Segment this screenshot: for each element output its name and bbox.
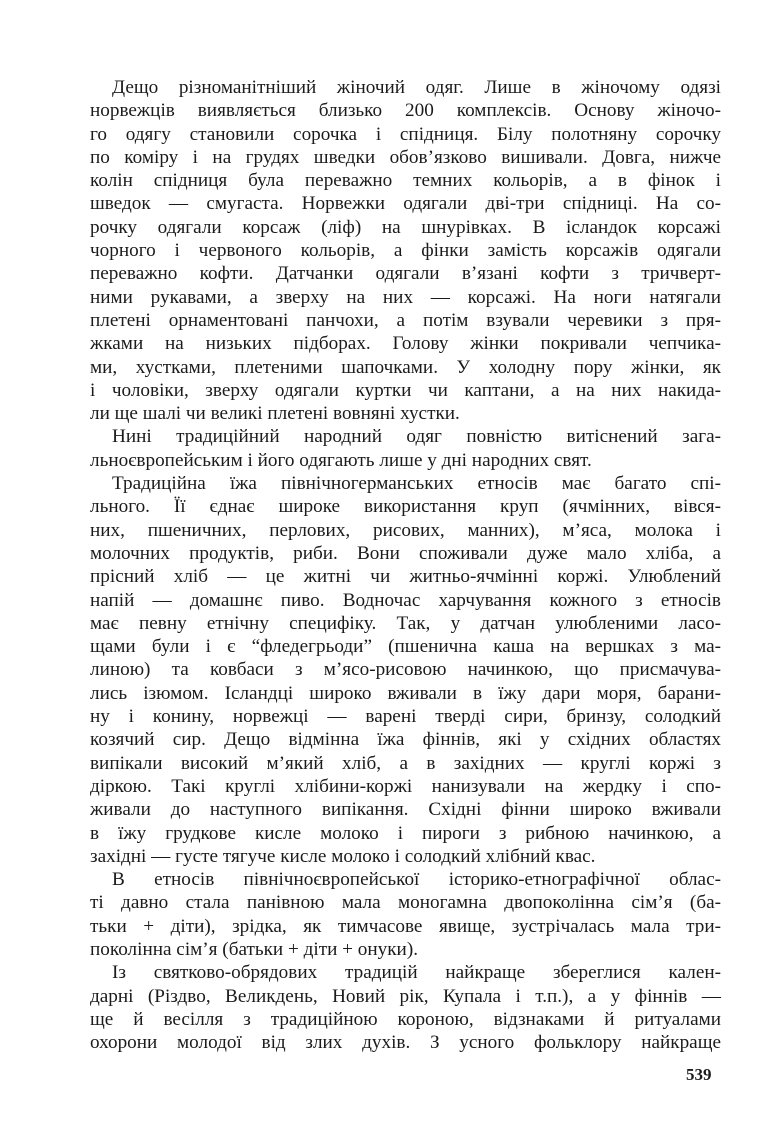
text-line: ли ще шалі чи великі плетені вовняні хустки.	[90, 403, 460, 425]
paragraph	[90, 472, 721, 868]
text-line: напій — домашнє пиво. Водночас харчування кожного з етносів	[90, 589, 721, 611]
text-line: рочку одягали корсаж (ліф) на шнурівках. В ісландок корсажі	[90, 216, 721, 238]
text-line: льноєвропейським і його одягають лише у дні народних свят.	[90, 449, 592, 471]
text-line: по коміру і на грудях шведки обов’язково вишивали. Довга, нижче	[90, 146, 721, 168]
paragraph	[90, 961, 721, 1054]
text-line: прісний хліб — це житні чи житньо-ячмінні коржі. Улюблений	[90, 566, 721, 588]
text-line: живали до наступного випікання. Східні фінни широко вживали	[90, 799, 721, 821]
text-line: льного. Її єднає широке використання круп (ячмінних, вівся-	[90, 496, 721, 518]
text-line: ними рукавами, а зверху на них — корсажі. На ноги натягали	[90, 286, 721, 308]
paragraph	[90, 76, 721, 425]
text-line: колін спідниця була переважно темних кольорів, а в фінок і	[90, 170, 721, 192]
paragraph	[90, 868, 721, 961]
text-line: Із святково-обрядових традицій найкраще збереглися кален-	[112, 962, 721, 984]
text-line: західні — густе тягуче кисле молоко і солодкий хлібний квас.	[90, 845, 596, 867]
text-line: поколінна сім’я (батьки + діти + онуки).	[90, 938, 419, 960]
text-line: Традиційна їжа північногерманських етносів має багато спі-	[112, 473, 721, 495]
text-line: козячий сир. Дещо відмінна їжа фіннів, які у східних областях	[90, 729, 721, 751]
text-line: і чоловіки, зверху одягали куртки чи каптани, а на них накида-	[90, 379, 721, 401]
text-line: Дещо різноманітніший жіночий одяг. Лише в жіночому одязі	[112, 77, 721, 98]
page-body	[90, 76, 721, 1054]
text-line: має певну етнічну специфіку. Так, у датчан улюбленими ласо-	[90, 612, 721, 634]
text-line: випікали високий м’який хліб, а в західних — круглі коржі з	[90, 752, 721, 774]
text-line: Нині традиційний народний одяг повністю витіснений зага-	[112, 426, 721, 448]
text-line: ті давно стала панівною мала моногамна двопоколінна сім’я (ба-	[90, 892, 721, 914]
text-line: шведок — смугаста. Норвежки одягали дві-три спідниці. На со-	[90, 193, 721, 215]
page-number: 539	[686, 1065, 712, 1084]
text-line: охорони молодої від злих духів. З усного фольклору найкраще	[90, 1032, 721, 1054]
text-line: в їжу грудкове кисле молоко і пироги з рибною начинкою, а	[90, 822, 721, 844]
text-line: ми, хустками, плетеними шапочками. У холодну пору жінки, як	[90, 356, 721, 378]
text-line: лись ізюмом. Ісландці широко вживали в їжу дари моря, барани-	[90, 682, 721, 704]
text-line: плетені орнаментовані панчохи, а потім взували черевики з пря-	[90, 309, 721, 331]
text-line: молочних продуктів, риби. Вони споживали дуже мало хліба, а	[90, 542, 721, 564]
text-line: дарні (Різдво, Великдень, Новий рік, Купала і т.п.), а у фіннів —	[90, 985, 721, 1007]
text-line: тьки + діти), зрідка, як тимчасове явище, зустрічалась мала три-	[90, 915, 721, 937]
text-line: линою) та ковбаси з м’ясо-рисовою начинкою, що присмачува-	[90, 659, 721, 681]
text-line: ну і конину, норвежці — варені тверді сири, бринзу, солодкий	[90, 706, 721, 728]
text-line: жками на низьких підборах. Голову жінки покривали чепчика-	[90, 333, 721, 355]
text-line: них, пшеничних, перлових, рисових, манних), м’яса, молока і	[90, 519, 721, 541]
text-line: норвежців виявляється близько 200 комплексів. Основу жіночо-	[90, 100, 721, 122]
text-line: В етносів північноєвропейської історико-етнографічної облас-	[112, 869, 721, 891]
text-line: го одягу становили сорочка і спідниця. Білу полотняну сорочку	[90, 123, 721, 145]
text-line: чорного і червоного кольорів, а фінки замість корсажів одягали	[90, 240, 721, 262]
paragraph	[90, 425, 721, 472]
text-line: щами були і є “фледегрьоди” (пшенична каша на вершках з ма-	[90, 636, 721, 658]
text-line: переважно кофти. Датчанки одягали в’язані кофти з тричверт-	[90, 263, 721, 285]
text-line: ще й весілля з традиційною короною, відзнаками й ритуалами	[90, 1008, 721, 1030]
text-line: діркою. Такі круглі хлібини-коржі нанизували на жердку і спо-	[90, 775, 721, 797]
